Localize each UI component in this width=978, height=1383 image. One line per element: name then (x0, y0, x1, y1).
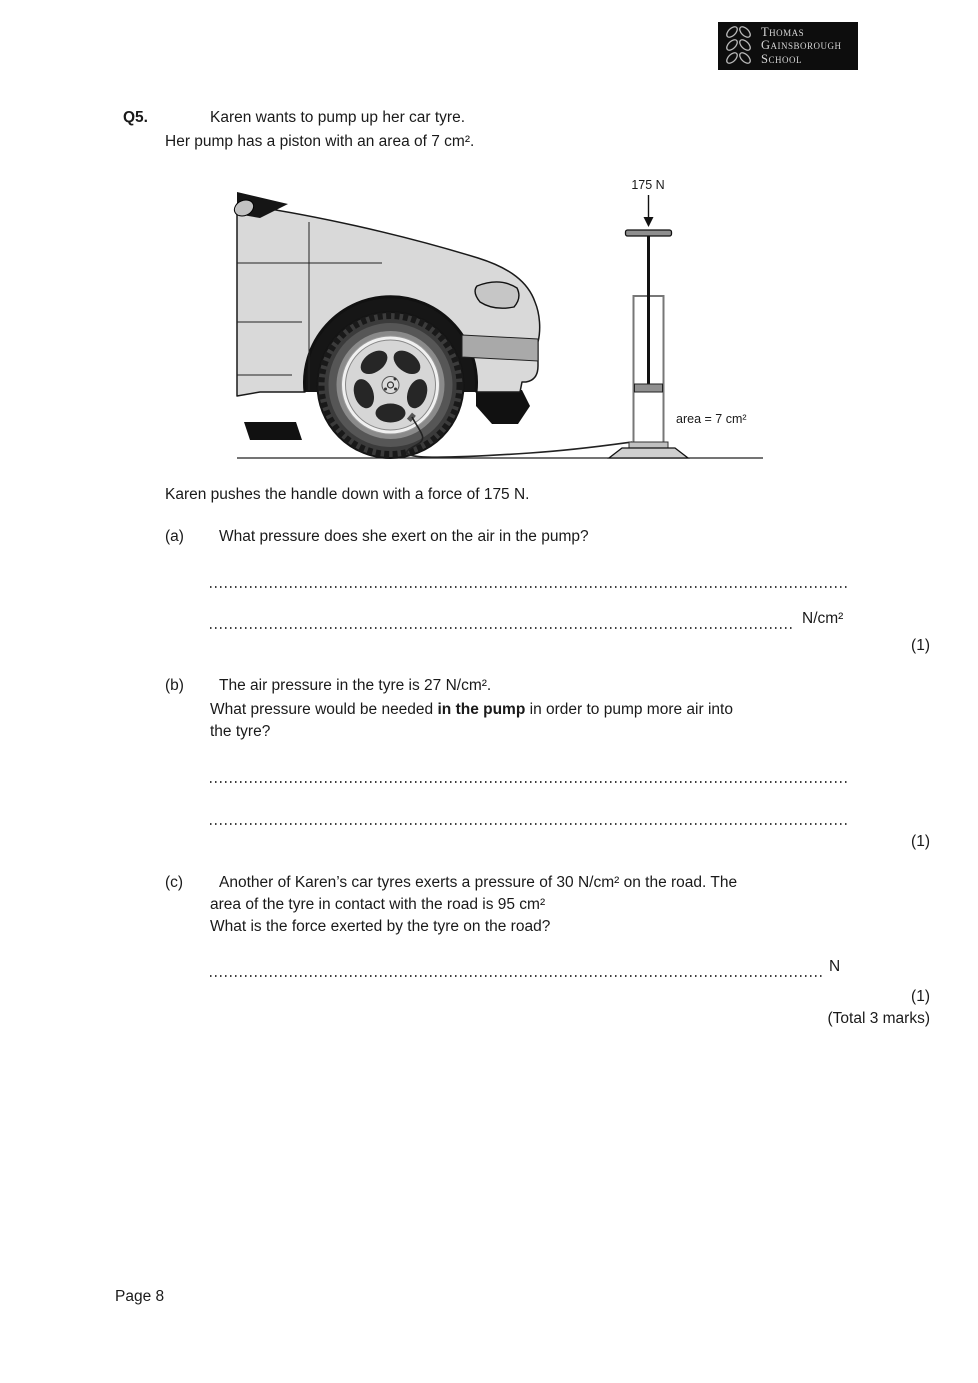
school-name-line3: School (761, 51, 802, 66)
wheel (318, 312, 464, 458)
part-b-line1: The air pressure in the tyre is 27 N/cm². (219, 677, 492, 694)
dotted-line (210, 959, 822, 977)
pump-handle (626, 230, 672, 236)
part-b-line2 (210, 701, 733, 719)
pump-piston (635, 384, 663, 392)
part-b-line3: the tyre? (210, 723, 271, 740)
question-intro-line2: Her pump has a piston with an area of 7 cm². (165, 133, 475, 150)
part-b-line2-post: in order to pump more air into (525, 701, 733, 718)
school-logo (718, 22, 858, 70)
dotted-line (210, 611, 795, 629)
part-c-marks: (1) (911, 988, 930, 1005)
school-logo-text (761, 26, 842, 67)
answer-line (210, 763, 850, 783)
page-number: Page 8 (115, 1288, 165, 1305)
question-number: Q5. (123, 109, 148, 126)
part-b-line2-pre: What pressure would be needed (210, 701, 438, 718)
force-label: 175 N (631, 178, 665, 192)
car-illustration (232, 192, 632, 458)
pump-illustration (609, 178, 747, 458)
answer-line (210, 568, 850, 588)
part-c-label: (c) (165, 874, 184, 891)
school-name-line1: Thomas (761, 24, 805, 39)
part-b-label: (b) (165, 677, 184, 694)
statement: Karen pushes the handle down with a force of 175 N. (165, 486, 530, 503)
school-logo-leaf-icon (724, 25, 754, 67)
dotted-line (210, 807, 850, 825)
total-marks: (Total 3 marks) (827, 1010, 930, 1027)
area-label: area = 7 cm² (676, 412, 747, 426)
answer-line (210, 609, 850, 629)
part-a-unit: N/cm² (802, 610, 844, 627)
bumper-stripe (462, 335, 538, 361)
part-a-marks: (1) (911, 637, 930, 654)
part-c-unit: N (829, 958, 841, 975)
question-intro-line1: Karen wants to pump up her car tyre. (210, 109, 466, 126)
part-a-label: (a) (165, 528, 184, 545)
school-name-line2: Gainsborough (761, 38, 842, 53)
part-b-marks: (1) (911, 833, 930, 850)
part-a-question: What pressure does she exert on the air in the pump? (219, 528, 589, 545)
pump-base (609, 448, 688, 458)
part-c-line3: What is the force exerted by the tyre on the road? (210, 918, 551, 935)
part-b-line2-bold: in the pump (437, 701, 526, 718)
car-and-pump-figure (230, 170, 770, 466)
answer-line (210, 805, 850, 825)
force-arrow-icon (644, 195, 654, 227)
dotted-line (210, 765, 850, 783)
part-c-line2: area of the tyre in contact with the road is 95 cm² (210, 896, 546, 913)
answer-line (210, 957, 850, 977)
dotted-line (210, 570, 850, 588)
part-c-line1: Another of Karen’s car tyres exerts a pressure of 30 N/cm² on the road. The (219, 874, 738, 891)
